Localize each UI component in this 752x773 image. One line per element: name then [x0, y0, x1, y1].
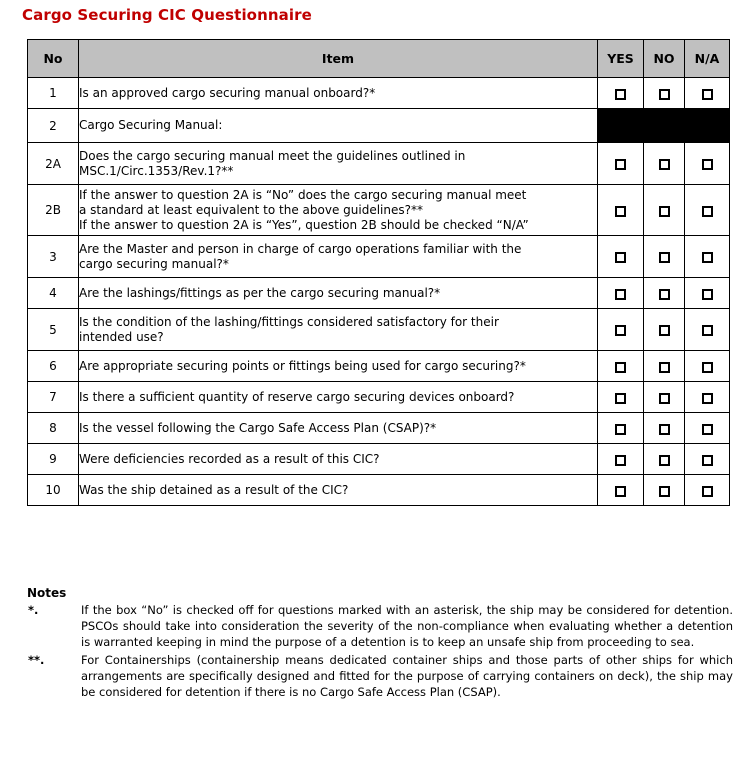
checkbox-yes-icon[interactable]	[615, 252, 626, 263]
checkbox-na-icon[interactable]	[702, 424, 713, 435]
table-row	[28, 278, 730, 309]
row-number-cell: 2A	[28, 143, 79, 185]
column-header-no-answer: NO	[644, 40, 685, 78]
checkbox-na-icon[interactable]	[702, 252, 713, 263]
table-row	[28, 78, 730, 109]
row-item-cell	[79, 185, 598, 236]
row-item-line: Was the ship detained as a result of the CIC?	[79, 482, 349, 497]
row-item-line: Is the condition of the lashing/fittings considered satisfactory for their	[79, 314, 499, 329]
blacked-out-cell-no	[644, 109, 685, 143]
blacked-out-cell-yes	[598, 109, 644, 143]
table-header-row	[28, 40, 730, 78]
row-item-cell	[79, 413, 598, 444]
checkbox-yes-icon[interactable]	[615, 362, 626, 373]
checkbox-na-icon[interactable]	[702, 393, 713, 404]
table-row	[28, 413, 730, 444]
checkbox-no-icon[interactable]	[659, 362, 670, 373]
checkbox-cell-yes[interactable]	[598, 309, 644, 351]
row-item-cell	[79, 351, 598, 382]
checkbox-cell-na[interactable]	[685, 278, 730, 309]
row-item-cell	[79, 143, 598, 185]
checkbox-cell-no[interactable]	[644, 351, 685, 382]
row-item-cell	[79, 78, 598, 109]
checkbox-cell-no[interactable]	[644, 382, 685, 413]
blacked-out-cell-na	[685, 109, 730, 143]
checkbox-na-icon[interactable]	[702, 206, 713, 217]
note-marker: **.	[28, 653, 45, 667]
checkbox-no-icon[interactable]	[659, 252, 670, 263]
page-title: Cargo Securing CIC Questionnaire	[22, 6, 312, 24]
table-row	[28, 444, 730, 475]
checkbox-no-icon[interactable]	[659, 486, 670, 497]
checkbox-cell-na[interactable]	[685, 185, 730, 236]
note-text: For Containerships (containership means dedicated container ships and those parts of other ships for which arrangements are specifically designed and fitted for the purpose of carrying containers on deck), the ship may be considered for detention if there is no Cargo Safe Access Plan (CSAP).	[81, 653, 733, 699]
row-item-cell	[79, 309, 598, 351]
table-row	[28, 382, 730, 413]
checkbox-yes-icon[interactable]	[615, 325, 626, 336]
checkbox-cell-yes[interactable]	[598, 78, 644, 109]
checkbox-no-icon[interactable]	[659, 325, 670, 336]
checkbox-cell-yes[interactable]	[598, 382, 644, 413]
checkbox-cell-yes[interactable]	[598, 475, 644, 506]
checkbox-cell-na[interactable]	[685, 413, 730, 444]
checkbox-na-icon[interactable]	[702, 455, 713, 466]
table-row	[28, 143, 730, 185]
checkbox-cell-na[interactable]	[685, 143, 730, 185]
questionnaire-table	[27, 39, 730, 506]
checkbox-cell-yes[interactable]	[598, 185, 644, 236]
table-row	[28, 185, 730, 236]
checkbox-cell-yes[interactable]	[598, 444, 644, 475]
checkbox-yes-icon[interactable]	[615, 289, 626, 300]
checkbox-na-icon[interactable]	[702, 159, 713, 170]
table-body	[28, 78, 730, 506]
row-item-line: Does the cargo securing manual meet the guidelines outlined in	[79, 148, 466, 163]
checkbox-cell-na[interactable]	[685, 382, 730, 413]
row-item-line: Are appropriate securing points or fittings being used for cargo securing?*	[79, 358, 526, 373]
checkbox-yes-icon[interactable]	[615, 424, 626, 435]
notes-heading: Notes	[27, 586, 67, 600]
checkbox-na-icon[interactable]	[702, 486, 713, 497]
checkbox-cell-no[interactable]	[644, 236, 685, 278]
row-number-cell: 10	[28, 475, 79, 506]
notes-section	[27, 586, 733, 702]
checkbox-na-icon[interactable]	[702, 89, 713, 100]
checkbox-cell-na[interactable]	[685, 236, 730, 278]
checkbox-yes-icon[interactable]	[615, 89, 626, 100]
column-header-na: N/A	[685, 40, 730, 78]
row-number-cell: 4	[28, 278, 79, 309]
checkbox-cell-yes[interactable]	[598, 143, 644, 185]
checkbox-yes-icon[interactable]	[615, 393, 626, 404]
row-item-line: If the answer to question 2A is “Yes”, question 2B should be checked “N/A”	[79, 217, 529, 232]
row-number-cell: 6	[28, 351, 79, 382]
checkbox-cell-no[interactable]	[644, 475, 685, 506]
checkbox-cell-na[interactable]	[685, 309, 730, 351]
row-item-line: If the answer to question 2A is “No” does the cargo securing manual meet	[79, 187, 527, 202]
checkbox-cell-no[interactable]	[644, 78, 685, 109]
row-number-cell: 2	[28, 109, 79, 143]
row-item-cell	[79, 109, 598, 143]
checkbox-no-icon[interactable]	[659, 89, 670, 100]
row-item-cell	[79, 475, 598, 506]
column-header-yes: YES	[598, 40, 644, 78]
checkbox-cell-no[interactable]	[644, 413, 685, 444]
row-item-cell	[79, 444, 598, 475]
note-marker: *.	[28, 603, 39, 617]
row-number-cell: 7	[28, 382, 79, 413]
checkbox-cell-no[interactable]	[644, 185, 685, 236]
checkbox-na-icon[interactable]	[702, 362, 713, 373]
note-item	[27, 602, 733, 650]
checkbox-cell-na[interactable]	[685, 78, 730, 109]
checkbox-cell-yes[interactable]	[598, 413, 644, 444]
row-item-line: Are the lashings/fittings as per the cargo securing manual?*	[79, 285, 441, 300]
checkbox-yes-icon[interactable]	[615, 455, 626, 466]
row-item-line: a standard at least equivalent to the above guidelines?**	[79, 202, 423, 217]
note-item	[27, 652, 733, 700]
checkbox-cell-no[interactable]	[644, 444, 685, 475]
checkbox-cell-na[interactable]	[685, 444, 730, 475]
checkbox-no-icon[interactable]	[659, 206, 670, 217]
row-item-line: Is the vessel following the Cargo Safe Access Plan (CSAP)?*	[79, 420, 437, 435]
row-item-cell	[79, 382, 598, 413]
notes-list	[27, 602, 733, 700]
checkbox-cell-yes[interactable]	[598, 351, 644, 382]
table-header	[28, 40, 730, 78]
column-header-item: Item	[79, 40, 598, 78]
row-item-cell	[79, 278, 598, 309]
checkbox-cell-na[interactable]	[685, 351, 730, 382]
note-text: If the box “No” is checked off for questions marked with an asterisk, the ship may be considered for detention. PSCOs should take into consideration the severity of the non-compliance when evaluating whether a detention is warranted keeping in mind the purpose of a detention is to keep an unsafe ship from proceeding to sea.	[81, 603, 733, 649]
row-number-cell: 3	[28, 236, 79, 278]
checkbox-no-icon[interactable]	[659, 393, 670, 404]
column-header-no: No	[28, 40, 79, 78]
checkbox-na-icon[interactable]	[702, 325, 713, 336]
questionnaire-table-container	[27, 39, 729, 506]
checkbox-cell-no[interactable]	[644, 143, 685, 185]
row-item-line: Cargo Securing Manual:	[79, 118, 223, 132]
table-row	[28, 109, 730, 143]
checkbox-cell-no[interactable]	[644, 278, 685, 309]
checkbox-yes-icon[interactable]	[615, 486, 626, 497]
checkbox-yes-icon[interactable]	[615, 159, 626, 170]
row-number-cell: 2B	[28, 185, 79, 236]
row-number-cell: 9	[28, 444, 79, 475]
checkbox-no-icon[interactable]	[659, 455, 670, 466]
checkbox-no-icon[interactable]	[659, 424, 670, 435]
table-row	[28, 351, 730, 382]
row-item-cell	[79, 236, 598, 278]
table-row	[28, 236, 730, 278]
row-item-line: intended use?	[79, 329, 164, 344]
checkbox-na-icon[interactable]	[702, 289, 713, 300]
row-number-cell: 1	[28, 78, 79, 109]
checkbox-cell-no[interactable]	[644, 309, 685, 351]
checkbox-cell-yes[interactable]	[598, 278, 644, 309]
checkbox-no-icon[interactable]	[659, 159, 670, 170]
table-row	[28, 475, 730, 506]
checkbox-cell-na[interactable]	[685, 475, 730, 506]
row-item-line: cargo securing manual?*	[79, 256, 229, 271]
checkbox-cell-yes[interactable]	[598, 236, 644, 278]
row-item-line: Were deficiencies recorded as a result of this CIC?	[79, 451, 380, 466]
checkbox-no-icon[interactable]	[659, 289, 670, 300]
checkbox-yes-icon[interactable]	[615, 206, 626, 217]
row-item-line: Is there a sufficient quantity of reserve cargo securing devices onboard?	[79, 389, 515, 404]
row-item-line: MSC.1/Circ.1353/Rev.1?**	[79, 163, 234, 178]
table-row	[28, 309, 730, 351]
row-item-line: Are the Master and person in charge of cargo operations familiar with the	[79, 241, 522, 256]
row-number-cell: 5	[28, 309, 79, 351]
row-item-line: Is an approved cargo securing manual onboard?*	[79, 85, 376, 100]
row-number-cell: 8	[28, 413, 79, 444]
